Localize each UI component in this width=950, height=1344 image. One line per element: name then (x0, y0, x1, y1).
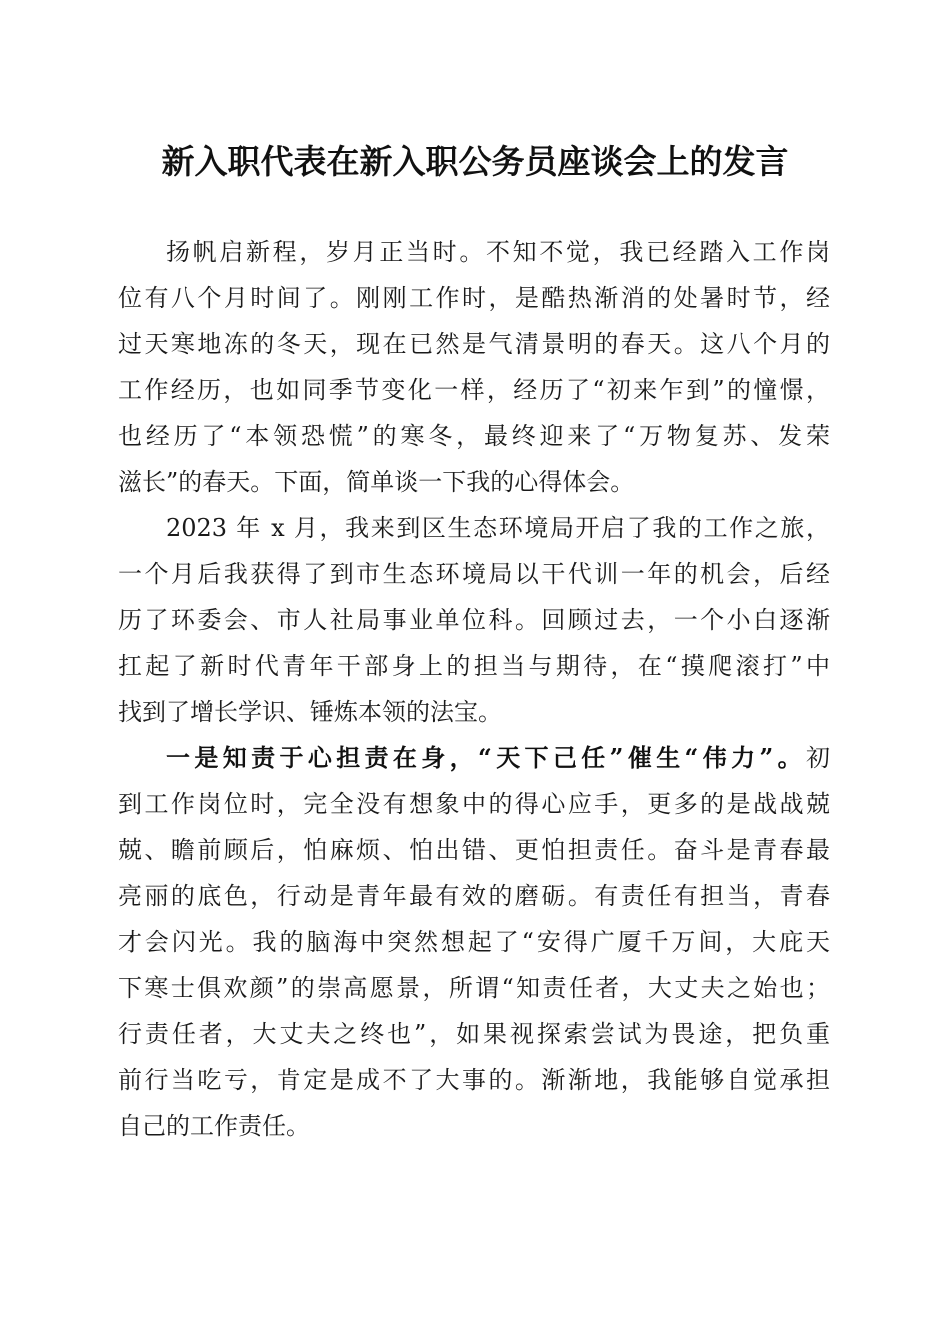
paragraph-2-line-1: 2023 年 x 月，我来到区生态环境局开启了我的工作之旅， (166, 514, 830, 542)
paragraph-1-line-3: 过天寒地冻的冬天，现在已然是气清景明的春天。这八个月的 (118, 330, 830, 358)
paragraph-2-line-4: 扛起了新时代青年干部身上的担当与期待，在“摸爬滚打”中 (118, 652, 830, 680)
paragraph-1-line-4: 工作经历，也如同季节变化一样，经历了“初来乍到”的憧憬， (118, 376, 830, 404)
paragraph-3-line-6: 下寒士俱欢颜”的崇高愿景，所谓“知责任者，大丈夫之始也； (118, 974, 830, 1002)
paragraph-3-line-3: 兢、瞻前顾后，怕麻烦、怕出错、更怕担责任。奋斗是青春最 (118, 836, 830, 864)
paragraph-2-line-2: 一个月后我获得了到市生态环境局以干代训一年的机会，后经 (118, 560, 830, 588)
paragraph-2-line-3: 历了环委会、市人社局事业单位科。回顾过去，一个小白逐渐 (118, 606, 830, 634)
paragraph-3-line-4: 亮丽的底色，行动是青年最有效的磨砺。有责任有担当，青春 (118, 882, 830, 910)
paragraph-2-line-5: 找到了增长学识、锤炼本领的法宝。 (118, 698, 502, 726)
paragraph-3-line-5: 才会闪光。我的脑海中突然想起了“安得广厦千万间，大庇天 (118, 928, 830, 956)
paragraph-3-first-line-rest: 初 (806, 744, 830, 772)
paragraph-1-line-1: 扬帆启新程，岁月正当时。不知不觉，我已经踏入工作岗 (166, 238, 830, 266)
paragraph-1-line-2: 位有八个月时间了。刚刚工作时，是酷热渐消的处暑时节，经 (118, 284, 830, 312)
paragraph-3-line-8: 前行当吃亏，肯定是成不了大事的。渐渐地，我能够自觉承担 (118, 1066, 830, 1094)
paragraph-3-line-7: 行责任者，大丈夫之终也”，如果视探索尝试为畏途，把负重 (118, 1020, 830, 1048)
paragraph-3-line-9: 自己的工作责任。 (118, 1112, 310, 1140)
paragraph-1-line-6: 滋长”的春天。下面，简单谈一下我的心得体会。 (118, 468, 635, 496)
paragraph-3-bold-lead: 一是知责于心担责在身，“天下己任”催生“伟力”。 (166, 743, 806, 772)
document-title: 新入职代表在新入职公务员座谈会上的发言 (161, 142, 789, 181)
paragraph-3-line-2: 到工作岗位时，完全没有想象中的得心应手，更多的是战战兢 (118, 790, 830, 818)
paragraph-1-line-5: 也经历了“本领恐慌”的寒冬，最终迎来了“万物复苏、发荣 (118, 422, 830, 450)
paragraph-3-line-1 (166, 736, 830, 780)
